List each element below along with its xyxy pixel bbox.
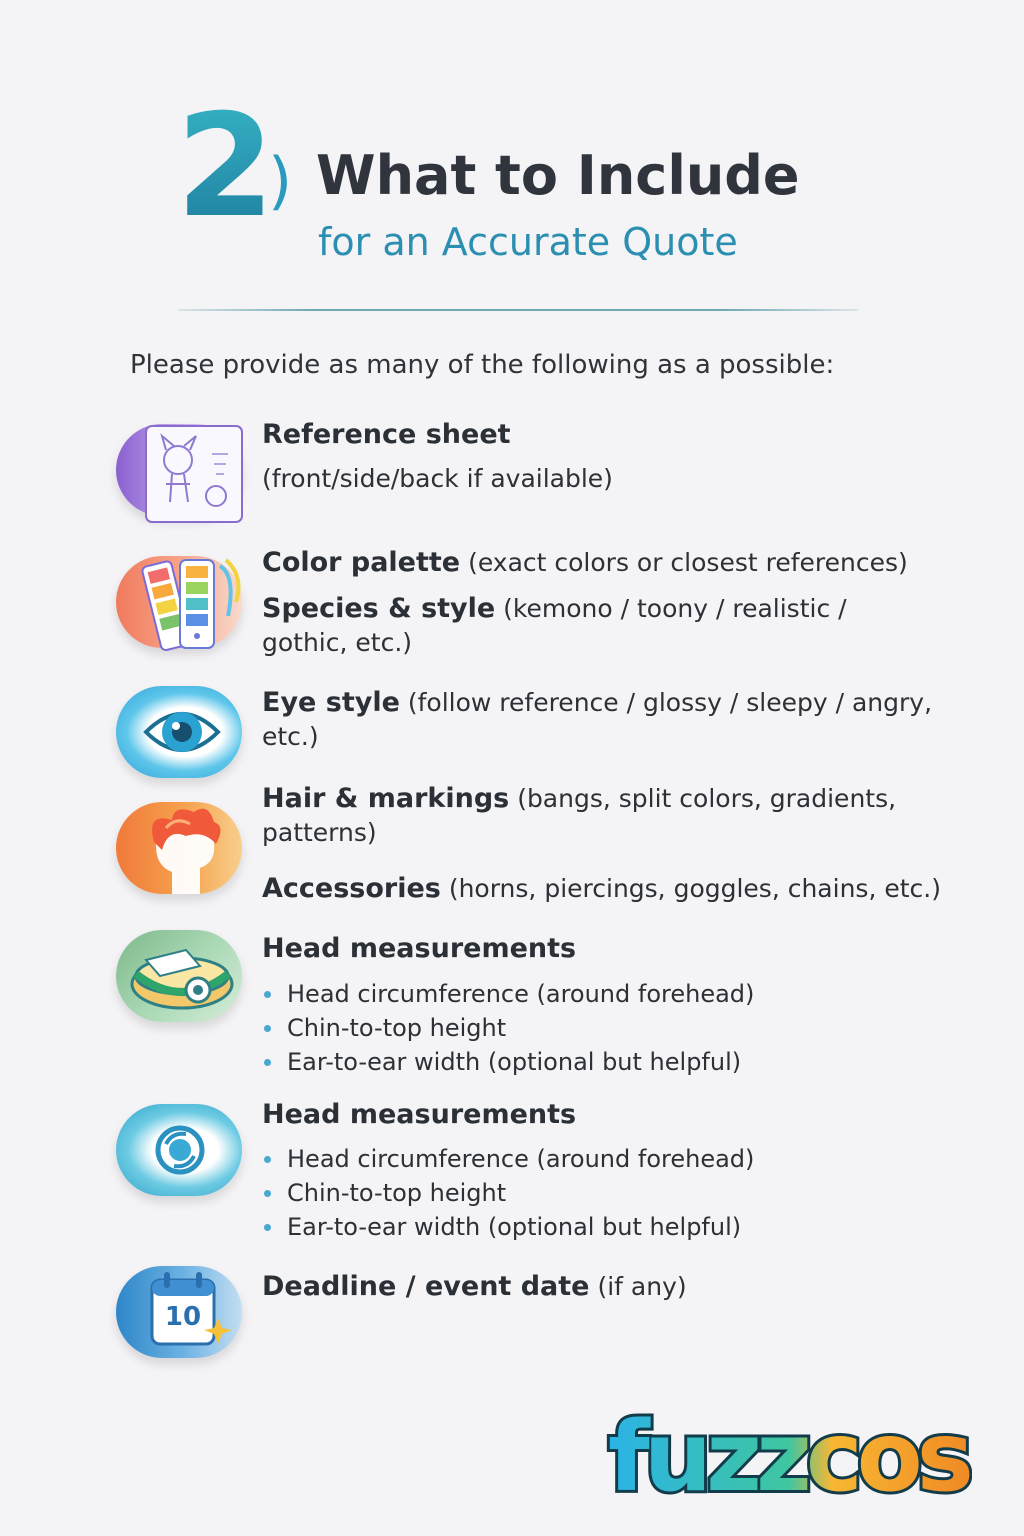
species-label: Species & style [262,593,496,624]
eye-detail: (follow reference / glossy / sleepy / angry, etc.) [262,688,933,751]
list-item: Ear-to-ear width (optional but helpful) [262,1045,754,1079]
step-paren: ) [268,144,293,217]
measuring-tape-icon [116,930,242,1022]
species-detail: (kemono / toony / realistic / gothic, etc.) [262,594,847,657]
reference-detail: (front/side/back if available) [262,464,613,493]
color-palette-icon [116,556,242,648]
item-accessories [262,872,982,906]
eye-label: Eye style [262,687,400,718]
eye-icon [116,686,242,778]
item-reference [262,418,613,496]
accessories-label: Accessories [262,873,441,904]
hair-icon [116,802,242,894]
list-item: Chin-to-top height [262,1176,754,1210]
header-divider [178,309,858,311]
reference-label: Reference sheet [262,419,511,450]
color-label: Color palette [262,547,461,578]
head2-label: Head measurements [262,1099,577,1130]
item-hair [262,782,942,850]
svg-text:fuzzcos: fuzzcos [608,1402,968,1512]
intro-text: Please provide as many of the following as a possible: [130,350,835,380]
fuzzcos-logo [600,1402,972,1512]
reference-sheet-icon [116,424,242,516]
hair-detail: (bangs, split colors, gradients, patterns) [262,784,897,847]
page-subtitle: for an Accurate Quote [318,220,738,264]
accessories-detail: (horns, piercings, goggles, chains, etc.) [448,874,941,903]
item-head-measurements-1 [262,932,576,966]
list-item: Head circumference (around forehead) [262,1142,754,1176]
item-eye-style [262,686,962,754]
item-species [262,592,902,660]
item-head-measurements-2 [262,1098,576,1132]
hair-label: Hair & markings [262,783,510,814]
head1-bullet-list [262,977,754,1079]
head2-bullet-list [262,1142,754,1244]
calendar-day: 10 [164,1302,202,1332]
deadline-detail: (if any) [597,1272,687,1301]
color-detail: (exact colors or closest references) [468,548,908,577]
item-deadline [262,1270,962,1304]
head1-label: Head measurements [262,933,577,964]
refresh-circle-icon [116,1104,242,1196]
step-number: 2 [176,84,271,249]
deadline-label: Deadline / event date [262,1271,590,1302]
list-item: Ear-to-ear width (optional but helpful) [262,1210,754,1244]
list-item: Head circumference (around forehead) [262,977,754,1011]
list-item: Chin-to-top height [262,1011,754,1045]
page-title: What to Include [316,144,800,207]
calendar-icon [116,1266,242,1358]
item-color-palette [262,546,962,580]
